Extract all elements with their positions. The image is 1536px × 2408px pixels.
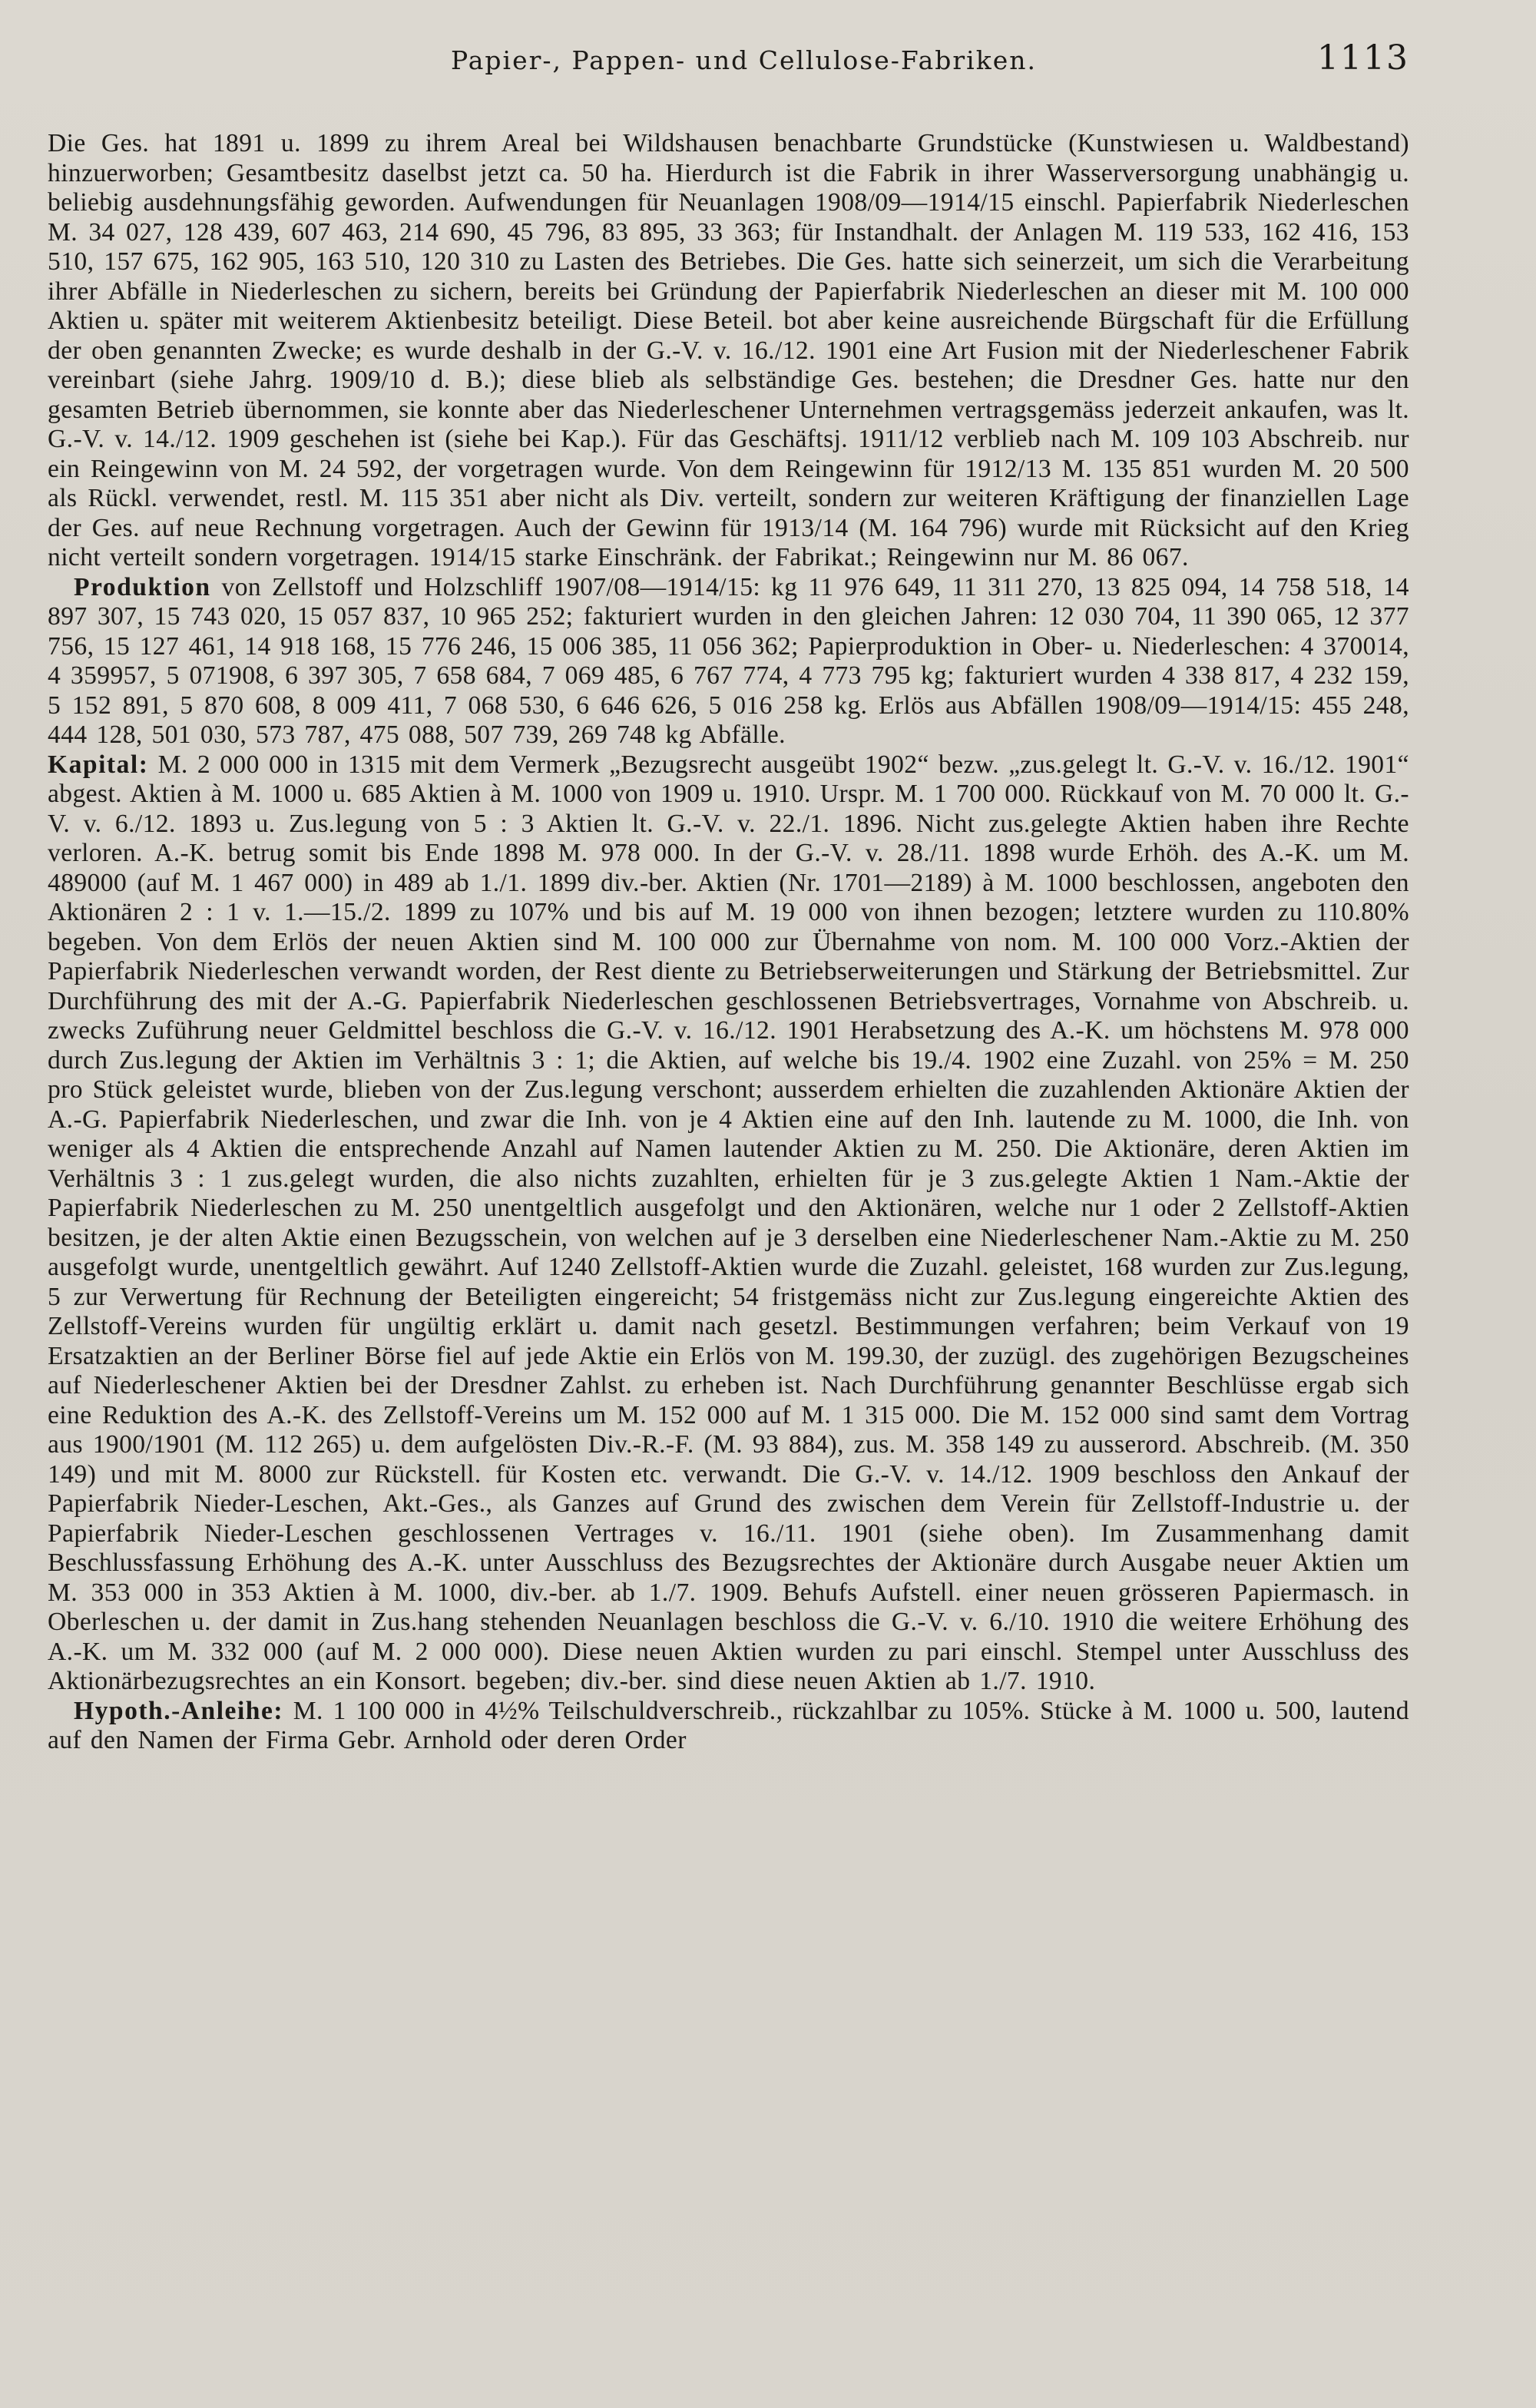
document-body (48, 129, 1409, 1756)
page-header (48, 38, 1409, 92)
paragraph-text: Die Ges. hat 1891 u. 1899 zu ihrem Areal bei Wildshausen benachbarte Grundstücke (Kunstwiesen u. Waldbestand) hinzuerworben; Gesamtbesitz daselbst jetzt ca. 50 ha. Hierdurch ist die Fabrik in ihrer Wasserversorgung unabhängig u. beliebig ausdehnungsfähig geworden. Aufwendungen für Neuanlagen 1908/09—1914/15 einschl. Papierfabrik Niederleschen M. 34 027, 128 439, 607 463, 214 690, 45 796, 83 895, 33 363; für Instandhalt. der Anlagen M. 119 533, 162 416, 153 510, 157 675, 162 905, 163 510, 120 310 zu Lasten des Betriebes. Die Ges. hatte sich seinerzeit, um sich die Verarbeitung ihrer Abfälle in Niederleschen zu sichern, bereits bei Gründung der Papierfabrik Niederleschen an dieser mit M. 100 000 Aktien u. später mit weiterem Aktienbesitz beteiligt. Diese Beteil. bot aber keine ausreichende Bürgschaft für die Erfüllung der oben genannten Zwecke; es wurde deshalb in der G.-V. v. 16./12. 1901 eine Art Fusion mit der Niederleschener Fabrik vereinbart (siehe Jahrg. 1909/10 d. B.); diese blieb als selbständige Ges. bestehen; die Dresdner Ges. hatte nur den gesamten Betrieb übernommen, sie konnte aber das Niederleschener Unternehmen vertragsgemäss jederzeit ankaufen, was lt. G.-V. v. 14./12. 1909 geschehen ist (siehe bei Kap.). Für das Geschäftsj. 1911/12 verblieb nach M. 109 103 Abschreib. nur ein Reingewinn von M. 24 592, der vorgetragen wurde. Von dem Reingewinn für 1912/13 M. 135 851 wurden M. 20 500 als Rückl. verwendet, restl. M. 115 351 aber nicht als Div. verteilt, sondern zur weiteren Kräftigung der finanziellen Lage der Ges. auf neue Rechnung vorgetragen. Auch der Gewinn für 1913/14 (M. 164 796) wurde mit Rücksicht auf den Krieg nicht verteilt sondern vorgetragen. 1914/15 starke Einschränk. der Fabrikat.; Reingewinn nur M. 86 067. (48, 129, 1409, 571)
section-label: Hypoth.-Anleihe: (74, 1696, 284, 1725)
paragraph-text: von Zellstoff und Holzschliff 1907/08—1914/15: kg 11 976 649, 11 311 270, 13 825 094, 14 758 518, 14 897 307, 15 743 020, 15 057 837, 10 965 252; fakturiert wurden in den gleichen Jahren: 12 030 704, 11 390 065, 12 377 756, 15 127 461, 14 918 168, 15 776 246, 15 006 385, 11 056 362; Papierproduktion in Ober- u. Niederleschen: 4 370014, 4 359957, 5 071908, 6 397 305, 7 658 684, 7 069 485, 6 767 774, 4 773 795 kg; fakturiert wurden 4 338 817, 4 232 159, 5 152 891, 5 870 608, 8 009 411, 7 068 530, 6 646 626, 5 016 258 kg. Erlös aus Abfällen 1908/09—1914/15: 455 248, 444 128, 501 030, 573 787, 475 088, 507 739, 269 748 kg Abfälle. (48, 572, 1409, 749)
paragraph-text: M. 2 000 000 in 1315 mit dem Vermerk „Bezugsrecht ausgeübt 1902“ bezw. „zus.gelegt lt. G.-V. v. 16./12. 1901“ abgest. Aktien à M. 1000 u. 685 Aktien à M. 1000 von 1909 u. 1910. Urspr. M. 1 700 000. Rückkauf von M. 70 000 lt. G.-V. v. 6./12. 1893 u. Zus.legung von 5 : 3 Aktien lt. G.-V. v. 22./1. 1896. Nicht zus.gelegte Aktien haben ihre Rechte verloren. A.-K. betrug somit bis Ende 1898 M. 978 000. In der G.-V. v. 28./11. 1898 wurde Erhöh. des A.-K. um M. 489000 (auf M. 1 467 000) in 489 ab 1./1. 1899 div.-ber. Aktien (Nr. 1701—2189) à M. 1000 beschlossen, angeboten den Aktionären 2 : 1 v. 1.—15./2. 1899 zu 107% und bis auf M. 19 000 von ihnen bezogen; letztere wurden zu 110.80% begeben. Von dem Erlös der neuen Aktien sind M. 100 000 zur Übernahme von nom. M. 100 000 Vorz.-Aktien der Papierfabrik Niederleschen verwandt worden, der Rest diente zu Betriebserweiterungen und Stärkung der Betriebsmittel. Zur Durchführung des mit der A.-G. Papierfabrik Niederleschen geschlossenen Betriebsvertrages, Vornahme von Abschreib. u. zwecks Zuführung neuer Geldmittel beschloss die G.-V. v. 16./12. 1901 Herabsetzung des A.-K. um höchstens M. 978 000 durch Zus.legung der Aktien im Verhältnis 3 : 1; die Aktien, auf welche bis 19./4. 1902 eine Zuzahl. von 25% = M. 250 pro Stück geleistet wurde, blieben von der Zus.legung verschont; ausserdem erhielten die zuzahlenden Aktionäre Aktien der A.-G. Papierfabrik Niederleschen, und zwar die Inh. von je 4 Aktien eine auf den Inh. lautende zu M. 1000, die Inh. von weniger als 4 Aktien die entsprechende Anzahl auf Namen lautender Aktien zu M. 250. Die Aktionäre, deren Aktien im Verhältnis 3 : 1 zus.gelegt wurden, die also nichts zuzahlten, erhielten für je 3 zus.gelegte Aktien 1 Nam.-Aktie der Papierfabrik Niederleschen zu M. 250 unentgeltlich ausgefolgt und den Aktionären, welche nur 1 oder 2 Zellstoff-Aktien besitzen, je der alten Aktie einen Bezugsschein, von welchen auf je 3 derselben eine Niederleschener Nam.-Aktie zu M. 250 ausgefolgt wurde, unentgeltlich gewährt. Auf 1240 Zellstoff-Aktien wurde die Zuzahl. geleistet, 168 wurden zur Zus.legung, 5 zur Verwertung für Rechnung der Beteiligten eingereicht; 54 fristgemäss nicht zur Zus.legung eingereichte Aktien des Zellstoff-Vereins wurden für ungültig erklärt u. damit nach gesetzl. Bestimmungen verfahren; beim Verkauf von 19 Ersatzaktien an der Berliner Börse fiel auf jede Aktie ein Erlös von M. 199.30, der zuzügl. des zugehörigen Bezugscheines auf Niederleschener Aktien bei der Dresdner Zahlst. zu erheben ist. Nach Durchführung genannter Beschlüsse ergab sich eine Reduktion des A.-K. des Zellstoff-Vereins um M. 152 000 auf M. 1 315 000. Die M. 152 000 sind samt dem Vortrag aus 1900/1901 (M. 112 265) u. dem aufgelösten Div.-R.-F. (M. 93 884), zus. M. 358 149 zu ausserord. Abschreib. (M. 350 149) und mit M. 8000 zur Rückstell. für Kosten etc. verwandt. Die G.-V. v. 14./12. 1909 beschloss den Ankauf der Papierfabrik Nieder-Leschen, Akt.-Ges., als Ganzes auf Grund des zwischen dem Verein für Zellstoff-Industrie u. der Papierfabrik Nieder-Leschen geschlossenen Vertrages v. 16./11. 1901 (siehe oben). Im Zusammenhang damit Beschlussfassung Erhöhung des A.-K. unter Ausschluss des Bezugsrechtes der Aktionäre durch Ausgabe neuer Aktien um M. 353 000 in 353 Aktien à M. 1000, div.-ber. ab 1./7. 1909. Behufs Aufstell. einer neuen grösseren Papiermasch. in Oberleschen u. der damit in Zus.hang stehenden Neuanlagen beschloss die G.-V. v. 6./10. 1910 die weitere Erhöhung des A.-K. um M. 332 000 (auf M. 2 000 000). Diese neuen Aktien wurden zu pari einschl. Stempel unter Ausschluss des Aktionärbezugsrechtes an ein Konsort. begeben; div.-ber. sind diese neuen Aktien ab 1./7. 1910. (48, 750, 1409, 1695)
paragraph-hypoth-anleihe (48, 1697, 1409, 1756)
running-title: Papier-, Pappen- und Cellulose-Fabriken. (451, 45, 1037, 75)
section-label: Produktion (74, 572, 211, 601)
section-label: Kapital: (48, 750, 149, 779)
paragraph-kapital (48, 750, 1409, 1697)
paragraph-text: M. 1 100 000 in 4½% Teilschuldverschreib., rückzahlbar zu 105%. Stücke à M. 1000 u. 500, lautend auf den Namen der Firma Gebr. Arnhold oder deren Order (48, 1696, 1409, 1754)
page-number: 1113 (1317, 38, 1409, 78)
paragraph-produktion (48, 573, 1409, 750)
paragraph-company-history (48, 129, 1409, 573)
